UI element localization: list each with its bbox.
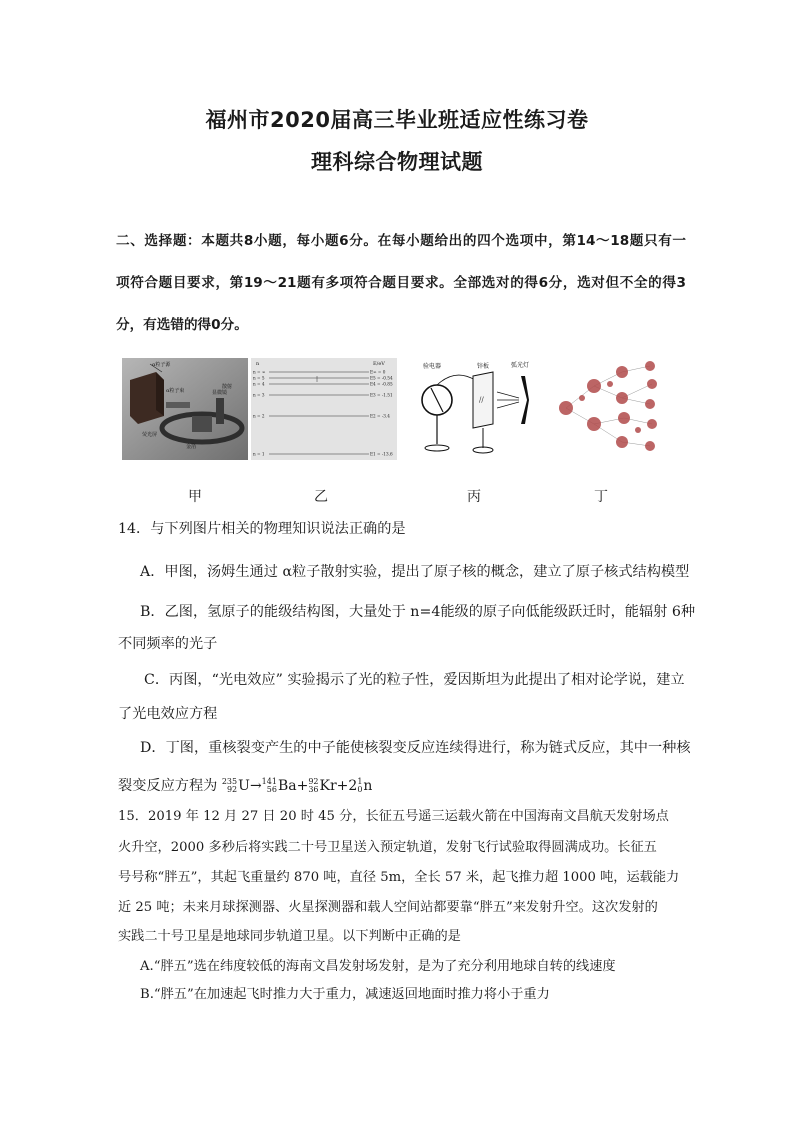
energy-level-e: E3 = -1.51 [370,392,393,398]
page-title: 福州市2020届高三毕业班适应性练习卷 [205,108,589,132]
energy-level-e: E4 = -0.85 [370,381,393,387]
energy-level-n: n = 5 [253,375,265,381]
nucleus [618,412,630,424]
label-alpha-source: α粒子源 [152,362,171,368]
caption-yi: 乙 [314,489,328,505]
figure-jia [122,358,248,460]
nucleus [645,399,655,409]
nucleus [559,401,573,415]
figure-bing [415,358,545,460]
section-intro-line-1: 二、选择题：本题共8小题，每小题6分。在每小题给出的四个选项中，第14～18题只有一 [116,233,686,249]
label-arc-lamp: 弧光灯 [511,362,530,369]
nucleus [587,417,601,431]
q14-option-d-line-1: D．丁图，重核裂变产生的中子能使核裂变反应连续得进行，称为链式反应，其中一种核 [140,740,691,756]
label-screen: 荧光屏 [142,432,158,438]
energy-col-e: E/eV [373,361,385,367]
page-subtitle: 理科综合物理试题 [311,150,483,174]
q14-option-c-line-2: 了光电效应方程 [118,706,218,722]
caption-bing: 丙 [467,489,481,505]
nucleus [645,361,655,371]
energy-level-e: E2 = -3.4 [370,413,390,419]
nucleus [607,381,613,387]
figure-ding [552,358,670,460]
energy-level-e: E5 = -0.54 [370,375,393,381]
energy-level-n: n = ∞ [253,369,266,375]
nucleus [647,379,657,389]
label-alpha-beam: α粒子束 [166,388,185,394]
nucleus [645,441,655,451]
q14-stem: 14．与下列图片相关的物理知识说法正确的是 [118,521,406,537]
energy-level-e: E∞ = 0 [370,369,386,375]
caption-ding: 丁 [594,489,608,505]
plate-charge: // [479,396,484,404]
microscope [216,398,224,424]
figure-yi [251,358,397,460]
label-gold-foil: 金箔 [186,444,197,450]
fission-equation: 235 92 U→ 141 56 Ba+ 92 36 Kr+2 1 0 n [221,777,373,794]
q14-option-d-line-2 [118,775,372,795]
q15-line-2: 火升空，2000 多秒后将实践二十号卫星送入预定轨道，发射飞行试验取得圆满成功。长征五 [118,840,657,855]
nucleus [647,419,657,429]
nucleus [616,392,628,404]
q15-line-3: 号号称“胖五”，其起飞重量约 870 吨，直径 5m，全长 57 米，起飞推力超 1000 吨，运载能力 [118,870,680,885]
nucleus [579,395,585,401]
label-electroscope: 验电器 [423,363,442,370]
energy-level-n: n = 3 [253,392,265,398]
label-microscope: 显微镜 [212,390,228,396]
q14-d-prefix: 裂变反应方程为 [118,778,218,794]
q15-line-4: 近 25 吨；未来月球探测器、火星探测器和载人空间站都要靠“胖五”来发射升空。这次发射的 [118,900,658,915]
caption-jia: 甲 [188,489,202,505]
label-zinc-plate: 锌板 [477,363,490,370]
beam-tube [166,402,190,408]
energy-level-n: n = 2 [253,413,265,419]
energy-level-e: E1 = -13.6 [370,451,393,457]
q15-option-b: B.“胖五”在加速起飞时推力大于重力，减速返回地面时推力将小于重力 [140,987,550,1002]
q14-option-a: A．甲图，汤姆生通过 α粒子散射实验，提出了原子核的概念，建立了原子核式结构模型 [140,564,690,580]
q15-option-a: A.“胖五”选在纬度较低的海南文昌发射场发射，是为了充分利用地球自转的线速度 [140,959,616,974]
nucleus [635,427,641,433]
energy-level-n: n = 4 [253,381,265,387]
label-scatter: 散射 [222,384,233,390]
nucleus [616,436,628,448]
q14-option-b-line-1: B．乙图，氢原子的能级结构图，大量处于 n=4能级的原子向低能级跃迁时，能辐射 6种 [140,604,696,620]
energy-level-n: n = 1 [253,451,265,457]
q15-line-1: 15．2019 年 12 月 27 日 20 时 45 分，长征五号遥三运载火箭在中国海南文昌航天发射场点 [118,809,669,824]
nucleus [616,366,628,378]
q14-option-b-line-2: 不同频率的光子 [118,636,218,652]
gold-foil-stand [192,416,212,432]
nucleus [587,379,601,393]
section-intro-line-2: 项符合题目要求，第19～21题有多项符合题目要求。全部选对的得6分，选对但不全的得3 [116,275,686,291]
section-intro-line-3: 分，有选错的得0分。 [116,317,248,333]
q15-line-5: 实践二十号卫星是地球同步轨道卫星。以下判断中正确的是 [118,929,461,944]
energy-col-n: n [256,361,260,367]
q14-option-c-line-1: C．丙图，“光电效应” 实验揭示了光的粒子性，爱因斯坦为此提出了相对论学说，建立 [144,672,685,688]
